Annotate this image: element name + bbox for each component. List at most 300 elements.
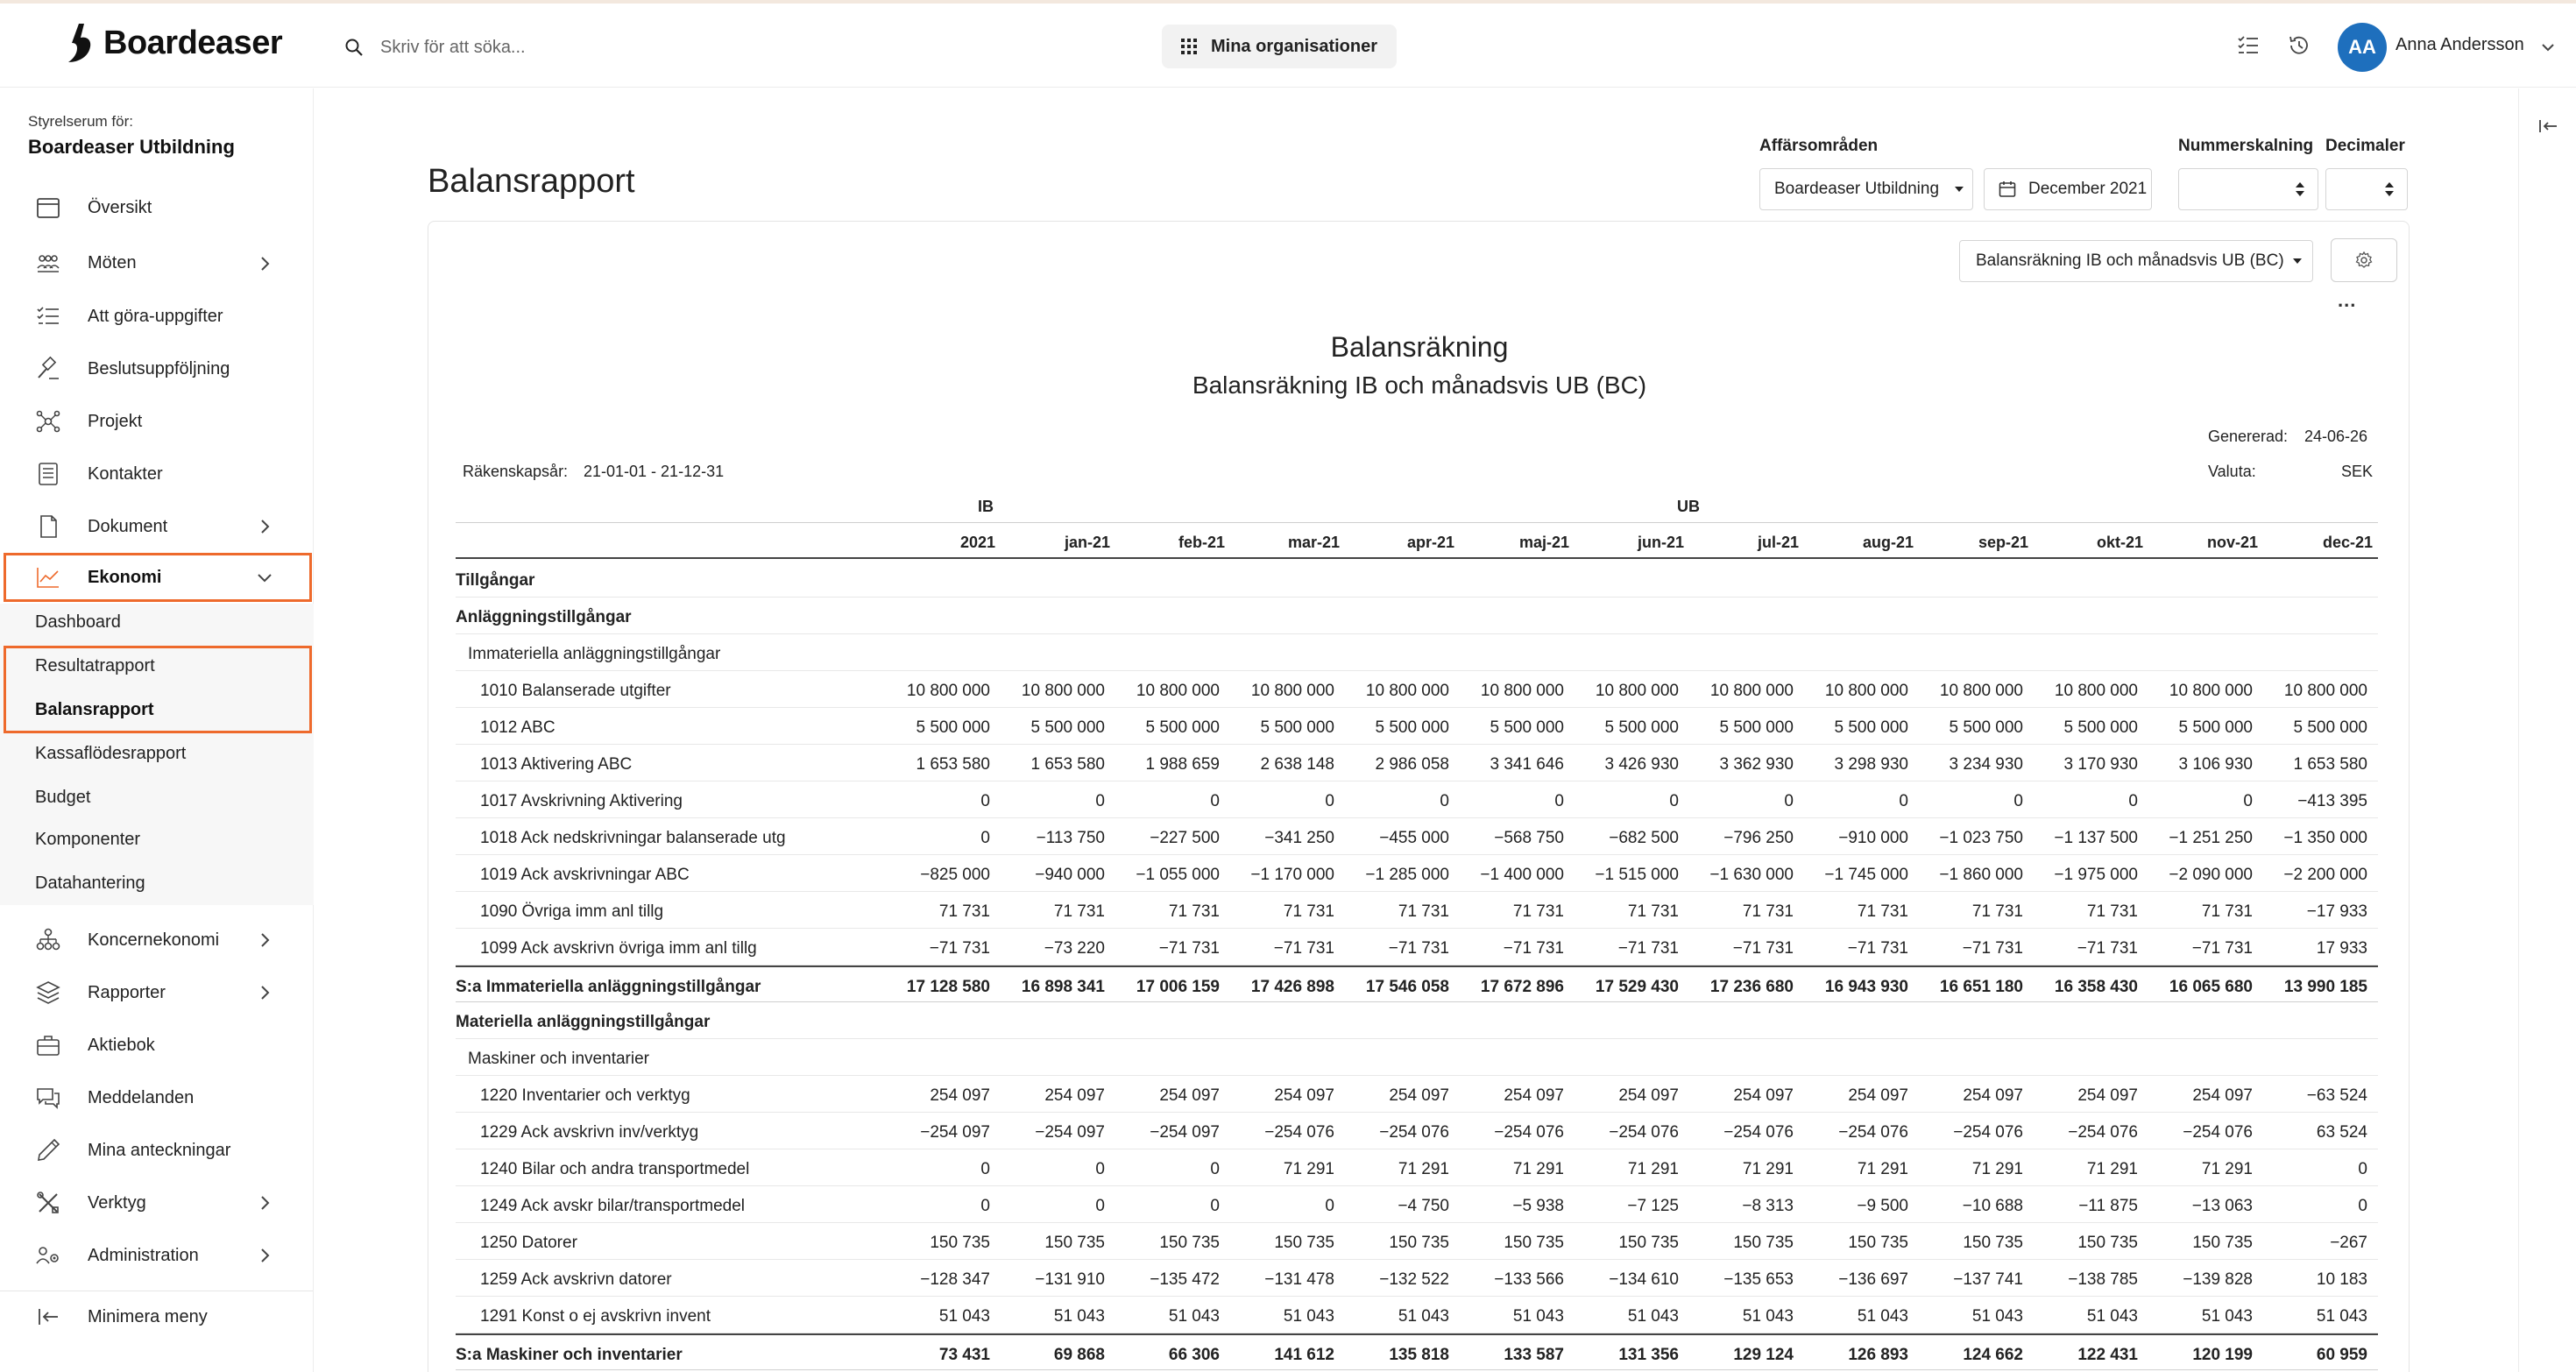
table-row (456, 1186, 2378, 1223)
cell-value: 0 (1669, 792, 1679, 810)
cell-value: 2 986 058 (1375, 755, 1449, 774)
sidebar-item-beslutsuppfoljning[interactable] (0, 343, 314, 395)
cell-value: 1 653 580 (916, 755, 990, 774)
cell-value: 5 500 000 (1490, 718, 1564, 737)
cell-value: −1 515 000 (1595, 866, 1679, 884)
report-title: Balansräkning (1330, 331, 1509, 363)
cell-value: 5 500 000 (2178, 718, 2253, 737)
cell-value: 71 731 (1398, 902, 1449, 921)
cell-value: −138 785 (2068, 1270, 2138, 1289)
sidebar-item-moten[interactable] (0, 209, 314, 272)
cell-value: 71 291 (1627, 1160, 1679, 1178)
currency-value: SEK (2341, 463, 2374, 480)
cell-value: 5 500 000 (1260, 718, 1334, 737)
chevron-right-icon (254, 930, 275, 951)
cell-value: 150 735 (1733, 1234, 1794, 1252)
cell-value: 254 097 (1848, 1086, 1908, 1105)
network-icon (35, 408, 61, 435)
cell-value: 150 735 (2192, 1234, 2253, 1252)
cell-value: 131 356 (1618, 1346, 1679, 1364)
submenu-item-budget[interactable]: Budget (35, 788, 91, 807)
cell-value: −128 347 (920, 1270, 990, 1289)
cell-value: 71 731 (1283, 902, 1334, 921)
sidebar-item-label: Kontakter (88, 463, 163, 484)
cell-value: 3 341 646 (1490, 755, 1564, 774)
column-header: maj-21 (1518, 534, 1569, 551)
decimals-label: Decimaler (2325, 137, 2405, 155)
chevron-down-icon (254, 567, 275, 588)
cell-value: 150 735 (1618, 1234, 1679, 1252)
cell-value: 16 065 680 (2169, 978, 2253, 996)
cell-value: 10 183 (2316, 1270, 2367, 1289)
cell-value: 5 500 000 (1719, 718, 1794, 737)
column-header: nov-21 (2206, 534, 2258, 551)
cell-value: 5 500 000 (2063, 718, 2138, 737)
tools-icon (35, 1190, 61, 1216)
sidebar-item-projekt[interactable] (0, 395, 314, 448)
sidebar-item-mina-anteckningar[interactable] (0, 1124, 314, 1177)
row-label: S:a Maskiner och inventarier (456, 1346, 683, 1364)
cell-value: −455 000 (1379, 829, 1449, 847)
cell-value: 2 638 148 (1260, 755, 1334, 774)
group-icon (35, 927, 61, 953)
cell-value: −131 478 (1264, 1270, 1334, 1289)
cell-value: 10 800 000 (906, 682, 990, 700)
cell-value: 73 431 (938, 1346, 990, 1364)
cell-value: 71 291 (1971, 1160, 2023, 1178)
cell-value: 63 524 (2316, 1123, 2367, 1142)
cell-value: 51 043 (2201, 1307, 2253, 1326)
cell-value: 16 651 180 (1939, 978, 2023, 996)
cell-value: 66 306 (1168, 1346, 1220, 1364)
cell-value: −5 938 (1512, 1197, 1564, 1215)
cell-value: 254 097 (2077, 1086, 2138, 1105)
sidebar-item-label: Översikt (88, 197, 152, 217)
submenu-item-balansrapport[interactable]: Balansrapport (35, 700, 154, 719)
cell-value: −1 170 000 (1250, 866, 1334, 884)
cell-value: −254 076 (1723, 1123, 1794, 1142)
sidebar-item-label: Möten (88, 253, 137, 272)
row-label: Materiella anläggningstillgångar (456, 1013, 711, 1031)
search-input[interactable] (380, 38, 906, 58)
table-sum-row (456, 1333, 2378, 1370)
cell-value: 71 731 (1971, 902, 2023, 921)
sidebar-item-label: Mina anteckningar (88, 1140, 231, 1160)
sidebar-item-administration[interactable] (0, 1229, 314, 1282)
cell-value: −71 731 (1732, 939, 1794, 958)
column-header: jul-21 (1757, 534, 1799, 551)
cell-value: −254 076 (1953, 1123, 2023, 1142)
table-row (456, 929, 2378, 965)
board-caption: Styrelserum för: (28, 113, 133, 130)
period-picker[interactable] (1984, 168, 2152, 210)
cell-value: −134 610 (1609, 1270, 1679, 1289)
grid-icon (1181, 39, 1197, 54)
chart-line-icon (35, 564, 61, 591)
cell-value: 3 170 930 (2063, 755, 2138, 774)
cell-value: −1 350 000 (2283, 829, 2367, 847)
cell-value: 0 (1899, 792, 1908, 810)
sidebar-item-label: Meddelanden (88, 1087, 195, 1107)
cell-value: 17 672 896 (1480, 978, 1564, 996)
my-organisations-button[interactable] (1162, 25, 1397, 68)
cell-value: −254 076 (1609, 1123, 1679, 1142)
cell-value: −825 000 (920, 866, 990, 884)
cell-value: −11 875 (2078, 1197, 2138, 1215)
row-label: 1019 Ack avskrivningar ABC (480, 866, 690, 884)
table-row (456, 634, 2378, 671)
row-label: 1090 Övriga imm anl tillg (480, 902, 664, 921)
cell-value: 122 431 (2077, 1346, 2138, 1364)
row-label: 1017 Avskrivning Aktivering (480, 792, 683, 810)
sort-updown-icon (2384, 180, 2395, 198)
table-row (456, 598, 2378, 634)
cell-value: −133 566 (1494, 1270, 1564, 1289)
cell-value: −132 522 (1379, 1270, 1449, 1289)
fiscal-year-label: Räkenskapsår: (463, 463, 569, 480)
admin-icon (35, 1242, 61, 1269)
submenu-item-kassaflodesrapport[interactable]: Kassaflödesrapport (35, 744, 187, 763)
business-area-value: Boardeaser Utbildning (1774, 180, 1940, 198)
sidebar-item-verktyg[interactable] (0, 1177, 314, 1229)
cell-value: 3 106 930 (2178, 755, 2253, 774)
row-label: Anläggningstillgångar (456, 608, 632, 626)
cell-value: 51 043 (2086, 1307, 2138, 1326)
cell-value: −254 076 (2183, 1123, 2253, 1142)
search-bar[interactable] (343, 30, 906, 65)
cell-value: 5 500 000 (1834, 718, 1908, 737)
sidebar-item-rapporter[interactable] (0, 966, 314, 1019)
submenu-item-resultatrapport[interactable]: Resultatrapport (35, 656, 155, 675)
cell-value: 254 097 (1159, 1086, 1220, 1105)
briefcase-icon (35, 1032, 61, 1058)
cell-value: 71 291 (1512, 1160, 1564, 1178)
cell-value: −139 828 (2183, 1270, 2253, 1289)
cell-value: −1 975 000 (2054, 866, 2138, 884)
cell-value: 0 (2013, 792, 2023, 810)
cell-value: −2 090 000 (2169, 866, 2253, 884)
cell-value: 51 043 (1398, 1307, 1449, 1326)
cell-value: 10 800 000 (2054, 682, 2138, 700)
column-header: feb-21 (1178, 534, 1225, 551)
cell-value: −1 285 000 (1365, 866, 1449, 884)
cell-value: 3 298 930 (1834, 755, 1908, 774)
sidebar-item-label: Projekt (88, 411, 143, 431)
table-row (456, 855, 2378, 892)
column-header: aug-21 (1862, 534, 1914, 551)
sidebar-item-label: Ekonomi (88, 567, 162, 587)
row-label: 1229 Ack avskrivn inv/verktyg (480, 1123, 699, 1142)
minimize-menu-button[interactable] (0, 1291, 314, 1343)
table-row (456, 892, 2378, 929)
cell-value: −1 630 000 (1709, 866, 1794, 884)
report-type-select[interactable] (1959, 240, 2313, 282)
table-row (456, 1223, 2378, 1260)
cell-value: −682 500 (1609, 829, 1679, 847)
sidebar-item-kontakter[interactable] (0, 448, 314, 500)
tasks-button[interactable] (2234, 32, 2262, 60)
submenu-item-dashboard[interactable]: Dashboard (35, 612, 121, 632)
cell-value: 71 731 (1168, 902, 1220, 921)
cell-value: 51 043 (938, 1307, 990, 1326)
cell-value: 17 546 058 (1365, 978, 1449, 996)
chevron-down-icon[interactable] (2537, 37, 2558, 58)
cell-value: 0 (980, 792, 990, 810)
cell-value: −71 731 (2077, 939, 2138, 958)
row-label: 1259 Ack avskrivn datorer (480, 1270, 672, 1289)
report-type-value: Balansräkning IB och månadsvis UB (BC) (1976, 251, 2284, 270)
cell-value: 51 043 (2316, 1307, 2367, 1326)
cell-value: 51 043 (1053, 1307, 1105, 1326)
cell-value: 0 (980, 829, 990, 847)
board-name: Boardeaser Utbildning (28, 136, 235, 158)
cell-value: −568 750 (1494, 829, 1564, 847)
cell-value: 5 500 000 (1604, 718, 1679, 737)
logo[interactable] (65, 21, 282, 65)
column-header: jun-21 (1637, 534, 1684, 551)
cell-value: 60 959 (2316, 1346, 2367, 1364)
sidebar-item-aktiebok[interactable] (0, 1019, 314, 1071)
caret-down-icon (2293, 258, 2302, 264)
cell-value: 254 097 (1733, 1086, 1794, 1105)
cell-value: −254 097 (920, 1123, 990, 1142)
history-button[interactable] (2285, 32, 2313, 60)
table-row (456, 1039, 2378, 1076)
currency-label: Valuta: (2208, 463, 2256, 480)
cell-value: 150 735 (930, 1234, 990, 1252)
cell-value: −131 910 (1035, 1270, 1105, 1289)
cell-value: 17 933 (2316, 939, 2367, 958)
cell-value: 150 735 (1963, 1234, 2023, 1252)
row-label: 1240 Bilar och andra transportmedel (480, 1160, 750, 1178)
cell-value: −71 731 (929, 939, 990, 958)
sidebar-item-label: Att göra-uppgifter (88, 306, 223, 326)
cell-value: −910 000 (1838, 829, 1908, 847)
cell-value: −940 000 (1035, 866, 1105, 884)
cell-value: 71 291 (1398, 1160, 1449, 1178)
chevron-right-icon (254, 1245, 275, 1266)
cell-value: −10 688 (1962, 1197, 2023, 1215)
row-label: 1249 Ack avskr bilar/transportmedel (480, 1197, 746, 1215)
cell-value: −73 220 (1044, 939, 1105, 958)
cell-value: −1 860 000 (1939, 866, 2023, 884)
cell-value: −71 731 (1962, 939, 2023, 958)
column-group-row (456, 491, 2378, 517)
cell-value: −8 313 (1742, 1197, 1794, 1215)
my-organisations-label: Mina organisationer (1210, 36, 1378, 56)
cell-value: 254 097 (1963, 1086, 2023, 1105)
contacts-icon (35, 461, 61, 487)
gavel-icon (35, 356, 61, 382)
sidebar-item-ekonomi[interactable] (4, 553, 312, 602)
cell-value: 71 291 (2086, 1160, 2138, 1178)
cell-value: −71 731 (1158, 939, 1220, 958)
cell-value: 5 500 000 (2293, 718, 2367, 737)
cell-value: 124 662 (1963, 1346, 2023, 1364)
cell-value: −1 400 000 (1480, 866, 1564, 884)
cell-value: 150 735 (1389, 1234, 1449, 1252)
row-label: Tillgångar (456, 571, 535, 590)
caret-down-icon (1955, 187, 1964, 192)
sidebar-item-label: Beslutsuppföljning (88, 358, 230, 378)
cell-value: 254 097 (1274, 1086, 1334, 1105)
cell-value: 0 (980, 1197, 990, 1215)
sort-updown-icon (2295, 180, 2305, 198)
cell-value: 254 097 (1044, 1086, 1105, 1105)
row-label: 1010 Balanserade utgifter (480, 682, 671, 700)
cell-value: 51 043 (1512, 1307, 1564, 1326)
table-row (456, 1002, 2378, 1039)
table-row (456, 818, 2378, 855)
cell-value: −7 125 (1627, 1197, 1679, 1215)
column-header: okt-21 (2096, 534, 2143, 551)
avatar[interactable]: AA (2338, 23, 2387, 72)
cell-value: 71 731 (2201, 902, 2253, 921)
cell-value: −227 500 (1150, 829, 1220, 847)
right-rail-divider (2518, 88, 2519, 1372)
cell-value: −9 500 (1857, 1197, 1908, 1215)
cell-value: 3 234 930 (1949, 755, 2023, 774)
cell-value: 17 128 580 (906, 978, 990, 996)
cell-value: 0 (1554, 792, 1564, 810)
cell-value: 0 (980, 1160, 990, 1178)
cell-value: 0 (1095, 1160, 1105, 1178)
cell-value: 1 653 580 (2293, 755, 2367, 774)
minimize-menu-label: Minimera meny (88, 1306, 208, 1326)
cell-value: −2 200 000 (2283, 866, 2367, 884)
collapse-panel-icon[interactable] (2536, 114, 2560, 138)
cell-value: 150 735 (1044, 1234, 1105, 1252)
cell-value: 0 (1210, 1197, 1220, 1215)
sidebar-item-meddelanden[interactable] (0, 1071, 314, 1124)
row-label: Immateriella anläggningstillgångar (468, 645, 721, 663)
cell-value: 120 199 (2192, 1346, 2253, 1364)
cell-value: 254 097 (1504, 1086, 1564, 1105)
sidebar-item-label: Verktyg (88, 1192, 146, 1213)
row-label: 1018 Ack nedskrivningar balanserade utg (480, 829, 786, 847)
cell-value: 150 735 (2077, 1234, 2138, 1252)
row-label: 1220 Inventarier och verktyg (480, 1086, 690, 1105)
cell-value: 10 800 000 (1709, 682, 1794, 700)
cell-value: −254 076 (1838, 1123, 1908, 1142)
sidebar-item-att-gora[interactable] (0, 290, 314, 343)
row-label: 1012 ABC (480, 718, 556, 737)
cell-value: 5 500 000 (1375, 718, 1449, 737)
cell-value: −254 076 (1379, 1123, 1449, 1142)
cell-value: 71 731 (1627, 902, 1679, 921)
cell-value: 51 043 (1168, 1307, 1220, 1326)
cell-value: 5 500 000 (1145, 718, 1220, 737)
cell-value: 51 043 (1283, 1307, 1334, 1326)
cell-value: 69 868 (1053, 1346, 1105, 1364)
cell-value: −113 750 (1036, 829, 1105, 847)
cell-value: 51 043 (1742, 1307, 1794, 1326)
more-options-button[interactable]: ... (2338, 289, 2357, 311)
cell-value: 0 (1440, 792, 1449, 810)
cell-value: 3 362 930 (1719, 755, 1794, 774)
cell-value: −1 055 000 (1136, 866, 1220, 884)
cell-value: −135 653 (1723, 1270, 1794, 1289)
cell-value: 10 800 000 (1824, 682, 1908, 700)
cell-value: 254 097 (1389, 1086, 1449, 1105)
cell-value: 10 800 000 (2283, 682, 2367, 700)
cell-value: 150 735 (1274, 1234, 1334, 1252)
cell-value: 3 426 930 (1604, 755, 1679, 774)
sidebar-item-dokument[interactable] (0, 500, 314, 553)
sidebar-item-koncernekonomi[interactable] (0, 914, 314, 966)
cell-value: 0 (1784, 792, 1794, 810)
cell-value: −1 023 750 (1939, 829, 2023, 847)
cell-value: 17 236 680 (1709, 978, 1794, 996)
report-subtitle: Balansräkning IB och månadsvis UB (BC) (1192, 371, 1647, 399)
business-area-select[interactable] (1759, 168, 1973, 210)
cell-value: 0 (1210, 1160, 1220, 1178)
user-name[interactable]: Anna Andersson (2396, 35, 2524, 54)
cell-value: −254 097 (1035, 1123, 1105, 1142)
fiscal-year-value: 21-01-01 - 21-12-31 (584, 463, 725, 480)
cell-value: 126 893 (1848, 1346, 1908, 1364)
number-scale-label: Nummerskalning (2178, 137, 2314, 155)
cell-value: −1 137 500 (2054, 829, 2138, 847)
number-scale-select[interactable] (2178, 168, 2318, 210)
table-row (456, 1113, 2378, 1149)
cell-value: 71 291 (1283, 1160, 1334, 1178)
cell-value: 150 735 (1159, 1234, 1220, 1252)
cell-value: 0 (1325, 792, 1334, 810)
chevron-right-icon (254, 516, 275, 537)
cell-value: 10 800 000 (1480, 682, 1564, 700)
cell-value: 10 800 000 (1021, 682, 1105, 700)
cell-value: 254 097 (2192, 1086, 2253, 1105)
cell-value: 10 800 000 (1939, 682, 2023, 700)
table-row (456, 781, 2378, 818)
cell-value: −71 731 (1847, 939, 1908, 958)
cell-value: 10 800 000 (1250, 682, 1334, 700)
cell-value: 129 124 (1733, 1346, 1794, 1364)
cell-value: 71 731 (1053, 902, 1105, 921)
row-label: Maskiner och inventarier (468, 1050, 649, 1068)
collapse-left-icon (35, 1304, 61, 1330)
submenu-item-komponenter[interactable]: Komponenter (35, 830, 141, 849)
table-row (456, 1297, 2378, 1333)
cell-value: 141 612 (1274, 1346, 1334, 1364)
table-row (456, 1260, 2378, 1297)
cell-value: −71 731 (1503, 939, 1564, 958)
checklist-icon (35, 303, 61, 329)
report-settings-button[interactable] (2331, 238, 2397, 282)
sidebar-item-label: Aktiebok (88, 1035, 155, 1055)
decimals-select[interactable] (2325, 168, 2408, 210)
row-label: 1013 Aktivering ABC (480, 755, 633, 774)
column-header: dec-21 (2322, 534, 2373, 551)
cell-value: 13 990 185 (2283, 978, 2367, 996)
gear-icon (2354, 251, 2374, 270)
cell-value: 0 (2358, 1160, 2367, 1178)
generated-value: 24-06-26 (2304, 428, 2368, 445)
cell-value: 71 291 (1742, 1160, 1794, 1178)
cell-value: −71 731 (1617, 939, 1679, 958)
cell-value: 71 731 (2086, 902, 2138, 921)
cell-value: 17 529 430 (1595, 978, 1679, 996)
cell-value: −71 731 (1388, 939, 1449, 958)
cell-value: 71 731 (1742, 902, 1794, 921)
group-ub-label: UB (1677, 498, 1700, 515)
cell-value: 254 097 (930, 1086, 990, 1105)
cell-value: 0 (1095, 1197, 1105, 1215)
submenu-item-datahantering[interactable]: Datahantering (35, 873, 145, 893)
logo-icon (65, 22, 96, 64)
cell-value: 1 653 580 (1030, 755, 1105, 774)
